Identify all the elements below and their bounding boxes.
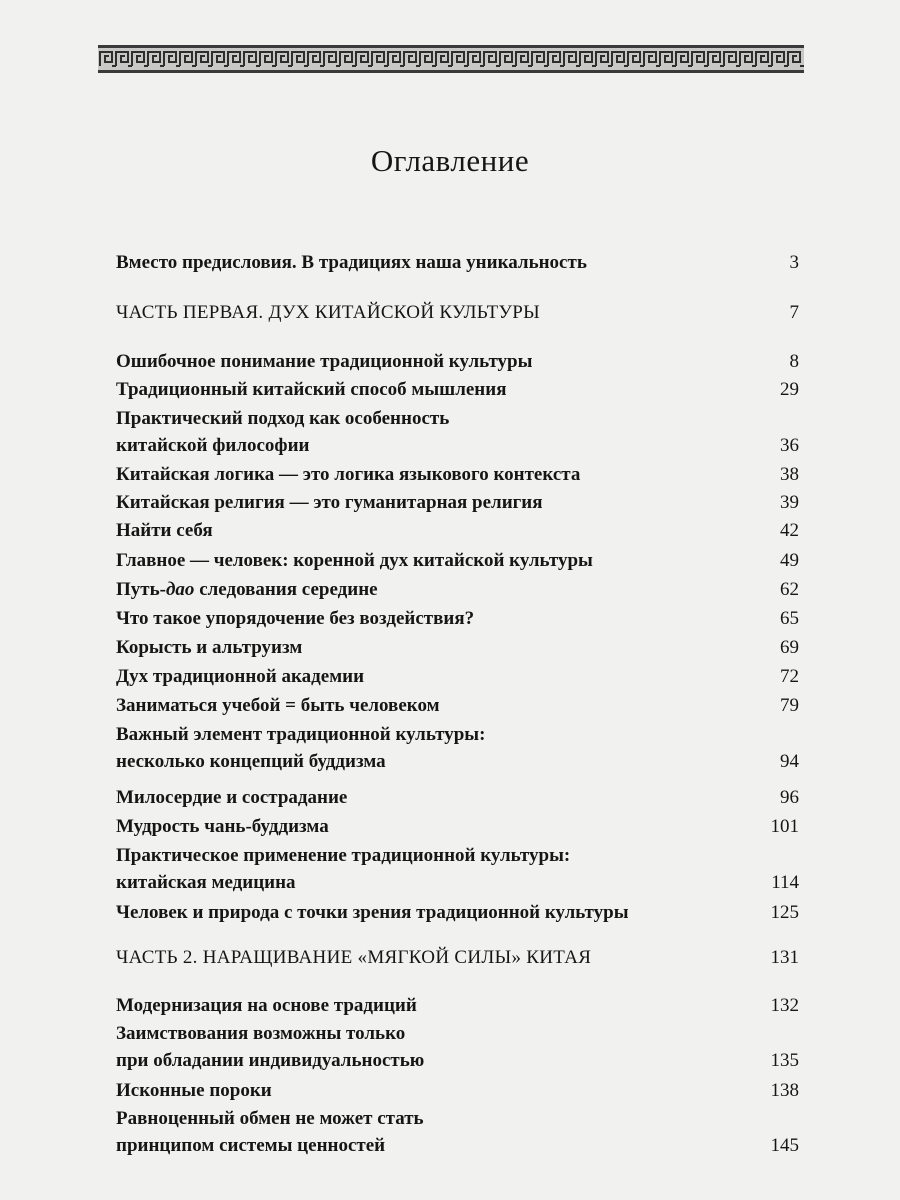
- entry-title: Милосердие и сострадание: [116, 787, 348, 808]
- toc-entry[interactable]: [116, 992, 799, 1019]
- entry-page: 49: [780, 550, 799, 571]
- entry-title-line2: китайская медицина: [116, 872, 296, 893]
- entry-page: 7: [789, 302, 799, 323]
- entry-title-line1: Равноценный обмен не может стать: [116, 1108, 424, 1129]
- page-title: Оглавление: [370, 143, 530, 178]
- entry-page: 125: [770, 902, 799, 923]
- entry-title-line1: Важный элемент традиционной культуры:: [116, 724, 486, 745]
- entry-page: 42: [780, 520, 799, 541]
- part-title: ЧАСТЬ 2. НАРАЩИВАНИЕ «МЯГКОЙ СИЛЫ» КИТАЯ: [116, 947, 592, 968]
- entry-page: 131: [770, 947, 799, 968]
- entry-page: 8: [789, 351, 799, 372]
- entry-title: Главное — человек: коренной дух китайской культуры: [116, 550, 593, 571]
- toc-entry[interactable]: [116, 249, 799, 276]
- toc-entry[interactable]: [116, 605, 799, 632]
- entry-page: 3: [789, 252, 799, 273]
- entry-title: Ошибочное понимание традиционной культуры: [116, 351, 533, 372]
- toc-entry[interactable]: [116, 1105, 799, 1159]
- italic-term: дао: [166, 579, 195, 600]
- entry-title: Китайская логика — это логика языкового контекста: [116, 464, 581, 485]
- entry-page: 135: [770, 1050, 799, 1071]
- entry-title: Традиционный китайский способ мышления: [116, 379, 507, 400]
- toc-entry[interactable]: [116, 461, 799, 488]
- entry-page: 138: [770, 1080, 799, 1101]
- entry-title-line2: несколько концепций буддизма: [116, 751, 386, 772]
- entry-page: 79: [780, 695, 799, 716]
- toc-entry[interactable]: [116, 813, 799, 840]
- toc-entry[interactable]: [116, 576, 799, 603]
- entry-title: Мудрость чань-буддизма: [116, 816, 329, 837]
- entry-page: 96: [780, 787, 799, 808]
- entry-title: Китайская религия — это гуманитарная религия: [116, 492, 543, 513]
- greek-key-border: [98, 45, 804, 73]
- entry-title-line2: китайской философии: [116, 435, 310, 456]
- entry-page: 38: [780, 464, 799, 485]
- entry-title-line2: при обладании индивидуальностью: [116, 1050, 425, 1071]
- toc-entry[interactable]: [116, 899, 799, 926]
- entry-title: Человек и природа с точки зрения традиционной культуры: [116, 902, 629, 923]
- entry-title-line1: Заимствования возможны только: [116, 1023, 406, 1044]
- toc-entry[interactable]: [116, 547, 799, 574]
- entry-page: 62: [780, 579, 799, 600]
- entry-title: Что такое упорядочение без воздействия?: [116, 608, 475, 629]
- entry-page: 69: [780, 637, 799, 658]
- part-title: ЧАСТЬ ПЕРВАЯ. ДУХ КИТАЙСКОЙ КУЛЬТУРЫ: [116, 302, 540, 323]
- entry-page: 65: [780, 608, 799, 629]
- toc-entry[interactable]: [116, 1077, 799, 1104]
- toc-entry[interactable]: [116, 517, 799, 544]
- entry-page: 36: [780, 435, 799, 456]
- toc-entry[interactable]: [116, 784, 799, 811]
- toc-entry[interactable]: [116, 634, 799, 661]
- entry-page: 39: [780, 492, 799, 513]
- toc-entry[interactable]: [116, 842, 799, 896]
- entry-title-line2: принципом системы ценностей: [116, 1135, 386, 1156]
- toc-part-heading[interactable]: [116, 944, 799, 971]
- entry-title: Модернизация на основе традиций: [116, 995, 417, 1016]
- entry-title-line1: Практический подход как особенность: [116, 408, 450, 429]
- entry-page: 132: [770, 995, 799, 1016]
- toc-entry[interactable]: [116, 663, 799, 690]
- entry-title: Вместо предисловия. В традициях наша уникальность: [116, 252, 587, 273]
- toc-entry[interactable]: [116, 489, 799, 516]
- toc-part-heading[interactable]: [116, 299, 799, 326]
- entry-title: Исконные пороки: [116, 1080, 272, 1101]
- entry-title: Заниматься учебой = быть человеком: [116, 695, 440, 716]
- entry-page: 101: [770, 816, 799, 837]
- entry-page: 145: [770, 1135, 799, 1156]
- toc-entry[interactable]: [116, 376, 799, 403]
- entry-page: 94: [780, 751, 799, 772]
- entry-page: 114: [771, 872, 799, 893]
- toc-entry[interactable]: [116, 348, 799, 375]
- toc-entry[interactable]: [116, 405, 799, 459]
- entry-title: Корысть и альтруизм: [116, 637, 303, 658]
- toc-entry[interactable]: [116, 692, 799, 719]
- toc-entry[interactable]: [116, 721, 799, 775]
- entry-title: Путь-дао следования середине: [116, 579, 378, 600]
- entry-page: 72: [780, 666, 799, 687]
- entry-title: Дух традиционной академии: [116, 666, 365, 687]
- toc-entry[interactable]: [116, 1020, 799, 1074]
- entry-page: 29: [780, 379, 799, 400]
- entry-title-line1: Практическое применение традиционной культуры:: [116, 845, 571, 866]
- entry-title: Найти себя: [116, 520, 213, 541]
